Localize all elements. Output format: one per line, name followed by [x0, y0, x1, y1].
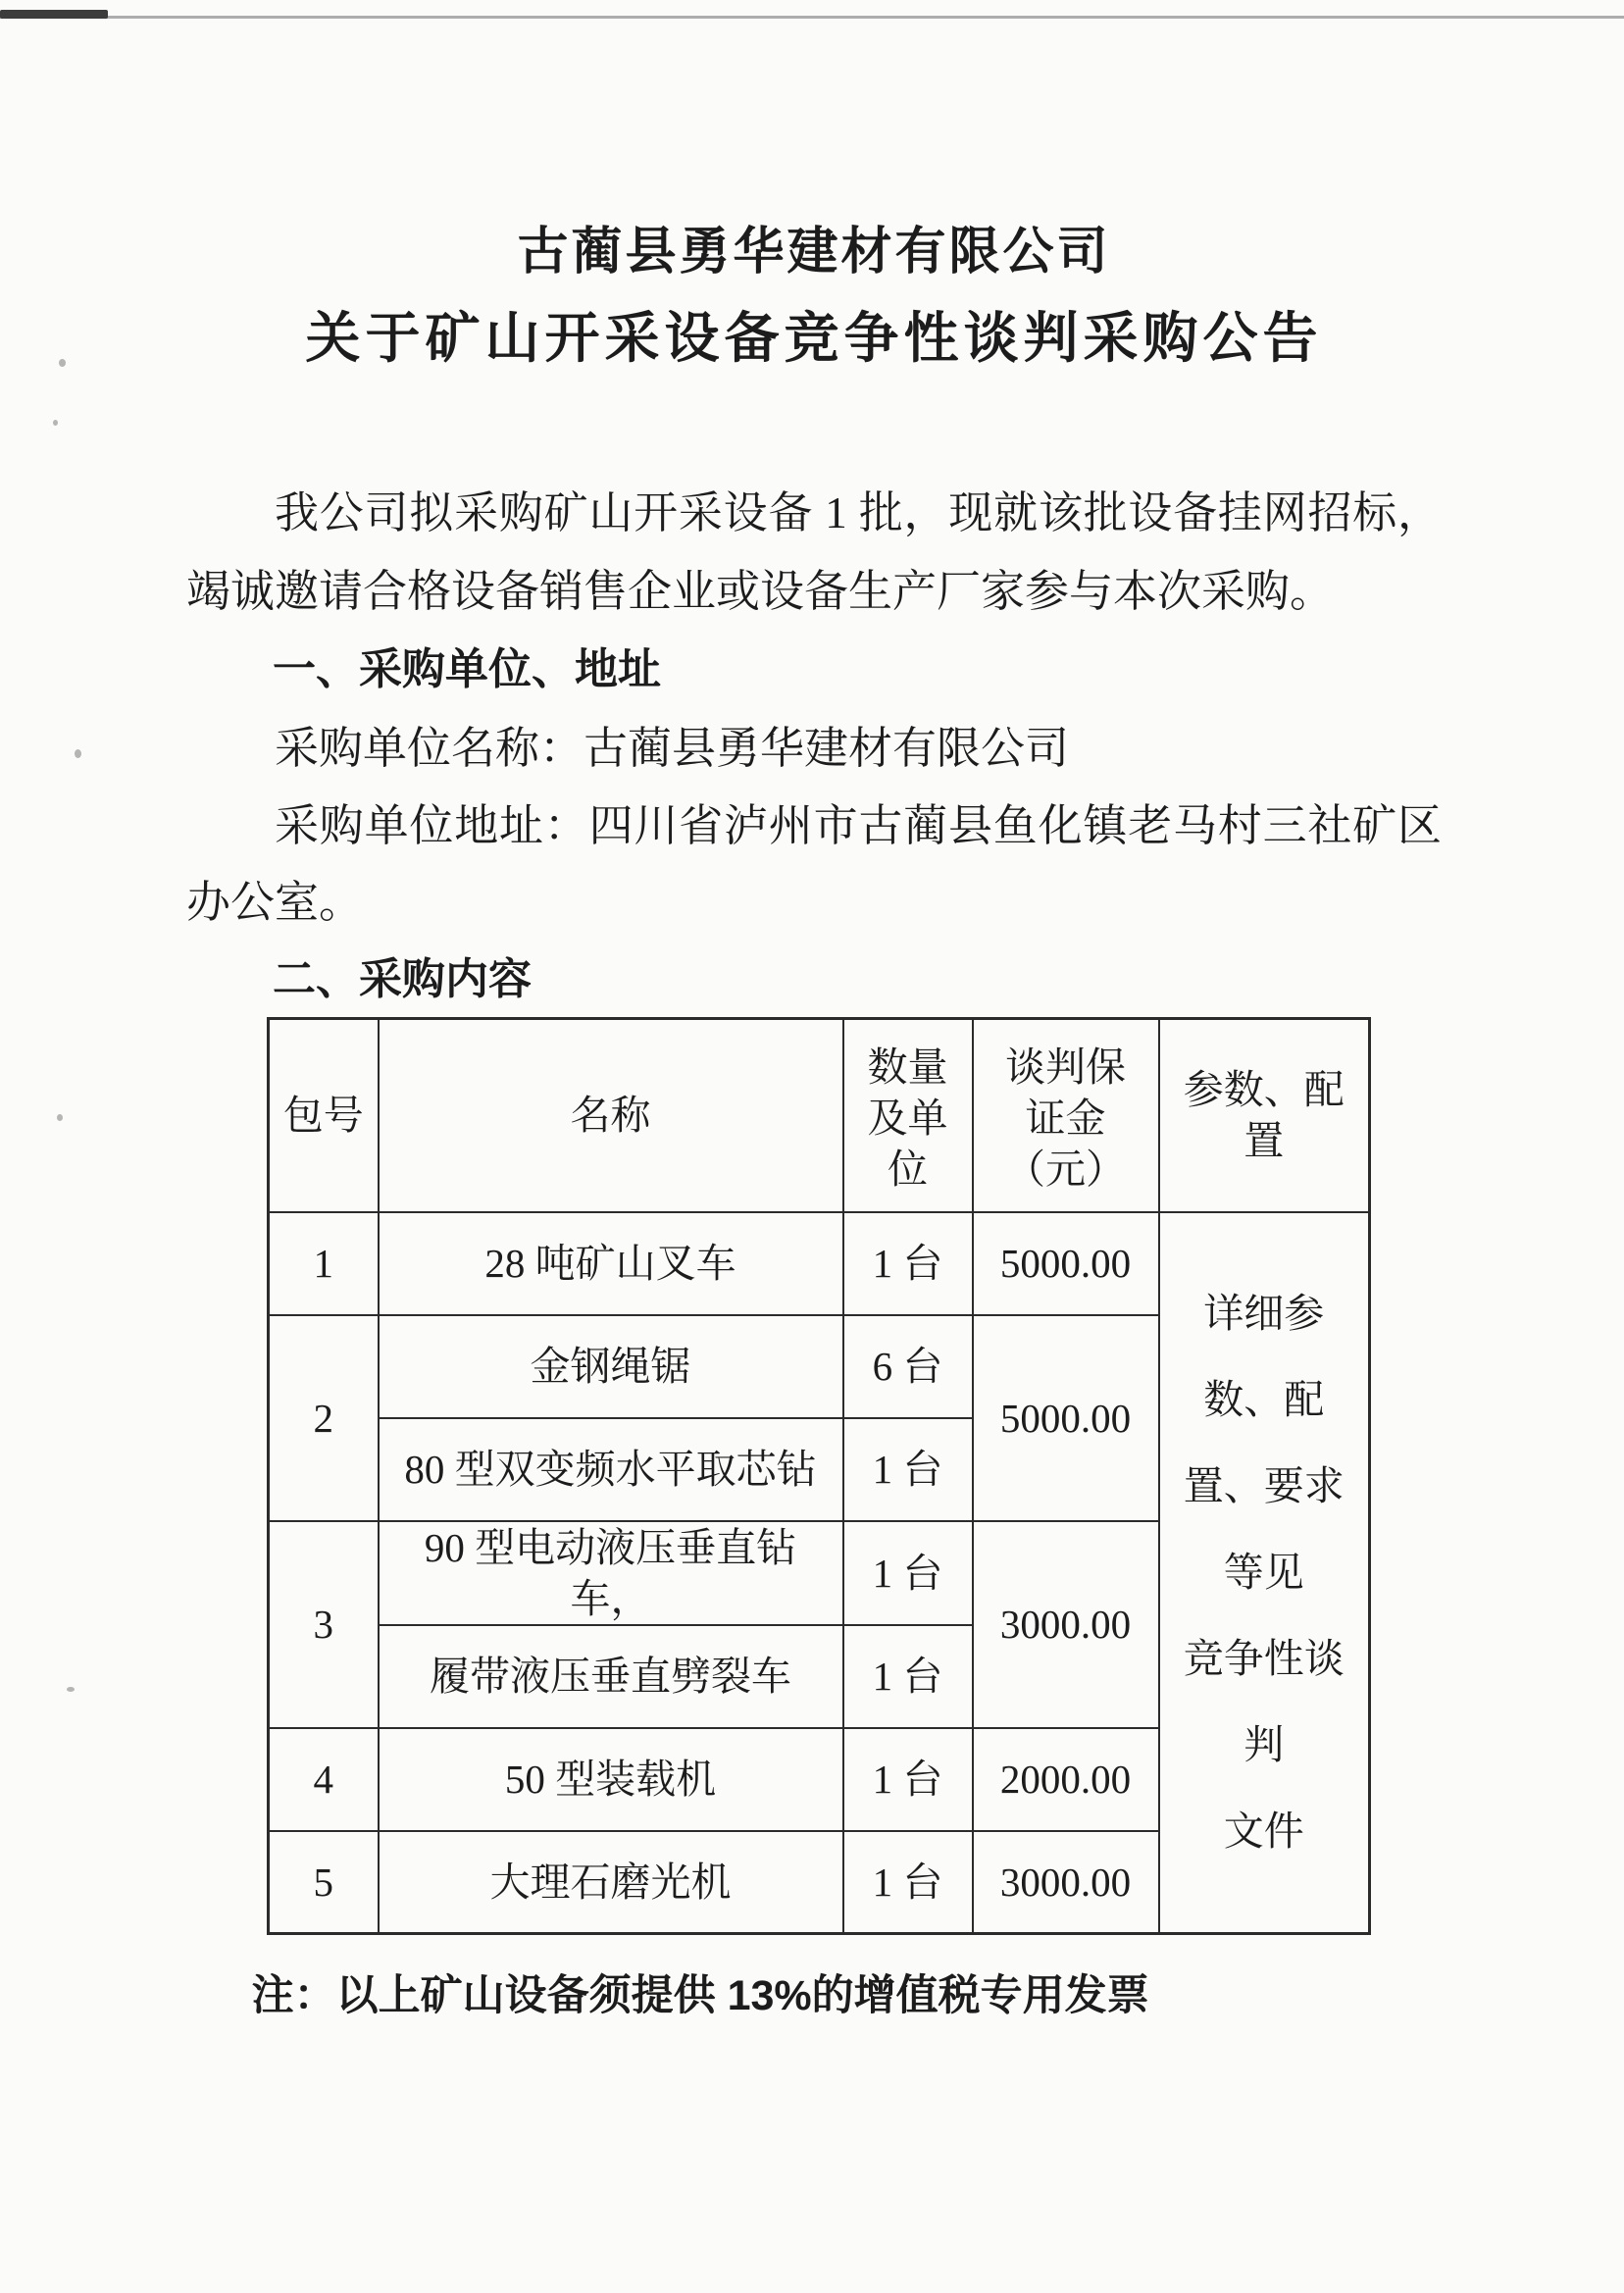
header-deposit — [973, 1019, 1159, 1212]
cell-name: 金钢绳锯 — [379, 1315, 843, 1418]
cell-package: 1 — [269, 1212, 379, 1315]
cell-qty: 1 台 — [843, 1831, 973, 1934]
section2-heading: 二、采购内容 — [273, 955, 532, 1003]
cell-qty: 6 台 — [843, 1315, 973, 1418]
header-quantity-line2: 及单位 — [867, 1096, 948, 1193]
header-params: 参数、配置 — [1159, 1019, 1370, 1212]
announcement-title: 关于矿山开采设备竞争性谈判采购公告 — [305, 307, 1323, 369]
params-line: 竞争性谈判 — [1183, 1636, 1345, 1768]
params-line: 文件 — [1223, 1809, 1304, 1855]
cell-package: 4 — [269, 1728, 379, 1831]
cell-package: 5 — [269, 1831, 379, 1934]
cell-qty: 1 台 — [843, 1418, 973, 1521]
cell-qty: 1 台 — [843, 1212, 973, 1315]
params-line: 置、要求等见 — [1183, 1463, 1345, 1596]
header-deposit-line1: 谈判保 — [1005, 1045, 1126, 1091]
cell-params-merged — [1159, 1212, 1370, 1934]
procurement-table — [267, 1017, 1371, 1935]
cell-qty: 1 台 — [843, 1728, 973, 1831]
scan-speck — [57, 1114, 63, 1121]
scan-corner-artifact — [0, 10, 108, 19]
company-title: 古蔺县勇华建材有限公司 — [517, 224, 1111, 280]
cell-qty: 1 台 — [843, 1521, 973, 1625]
cell-name: 80 型双变频水平取芯钻 — [379, 1418, 843, 1521]
header-quantity-lines — [850, 1038, 966, 1193]
cell-deposit: 2000.00 — [973, 1728, 1159, 1831]
cell-name: 28 吨矿山叉车 — [379, 1212, 843, 1315]
header-package-number: 包号 — [269, 1019, 379, 1212]
cell-name: 90 型电动液压垂直钻车， — [379, 1521, 843, 1625]
cell-deposit: 5000.00 — [973, 1315, 1159, 1521]
document-body — [186, 0, 1442, 2027]
cell-name: 50 型装载机 — [379, 1728, 843, 1831]
intro-paragraph: 我公司拟采购矿山开采设备 1 批，现就该批设备挂网招标，竭诚邀请合格设备销售企业或设备生产厂家参与本次采购。 — [186, 488, 1442, 616]
header-name: 名称 — [379, 1019, 843, 1212]
cell-package: 2 — [269, 1315, 379, 1521]
header-deposit-line2: 证金（元） — [1005, 1096, 1126, 1193]
note-line: 注：以上矿山设备须提供 13%的增值税专用发票 — [251, 1972, 1149, 2019]
table-row — [269, 1212, 1370, 1315]
scan-speck — [67, 1687, 75, 1692]
scan-speck — [59, 359, 66, 367]
cell-deposit: 5000.00 — [973, 1212, 1159, 1315]
buyer-address-line: 采购单位地址：四川省泸州市古蔺县鱼化镇老马村三社矿区办公室。 — [186, 801, 1442, 927]
table-header-row — [269, 1019, 1370, 1212]
params-line: 详细参数、配 — [1203, 1291, 1325, 1423]
section1-heading: 一、采购单位、地址 — [273, 645, 661, 693]
cell-name: 履带液压垂直劈裂车 — [379, 1625, 843, 1728]
buyer-name-line: 采购单位名称：古蔺县勇华建材有限公司 — [275, 724, 1070, 773]
cell-deposit: 3000.00 — [973, 1831, 1159, 1934]
header-quantity — [843, 1019, 973, 1212]
cell-qty: 1 台 — [843, 1625, 973, 1728]
cell-deposit: 3000.00 — [973, 1521, 1159, 1728]
header-deposit-lines — [980, 1038, 1152, 1193]
scan-speck — [75, 749, 81, 758]
scan-speck — [53, 420, 58, 426]
cell-name: 大理石磨光机 — [379, 1831, 843, 1934]
header-quantity-line1: 数量 — [867, 1045, 948, 1091]
cell-package: 3 — [269, 1521, 379, 1728]
